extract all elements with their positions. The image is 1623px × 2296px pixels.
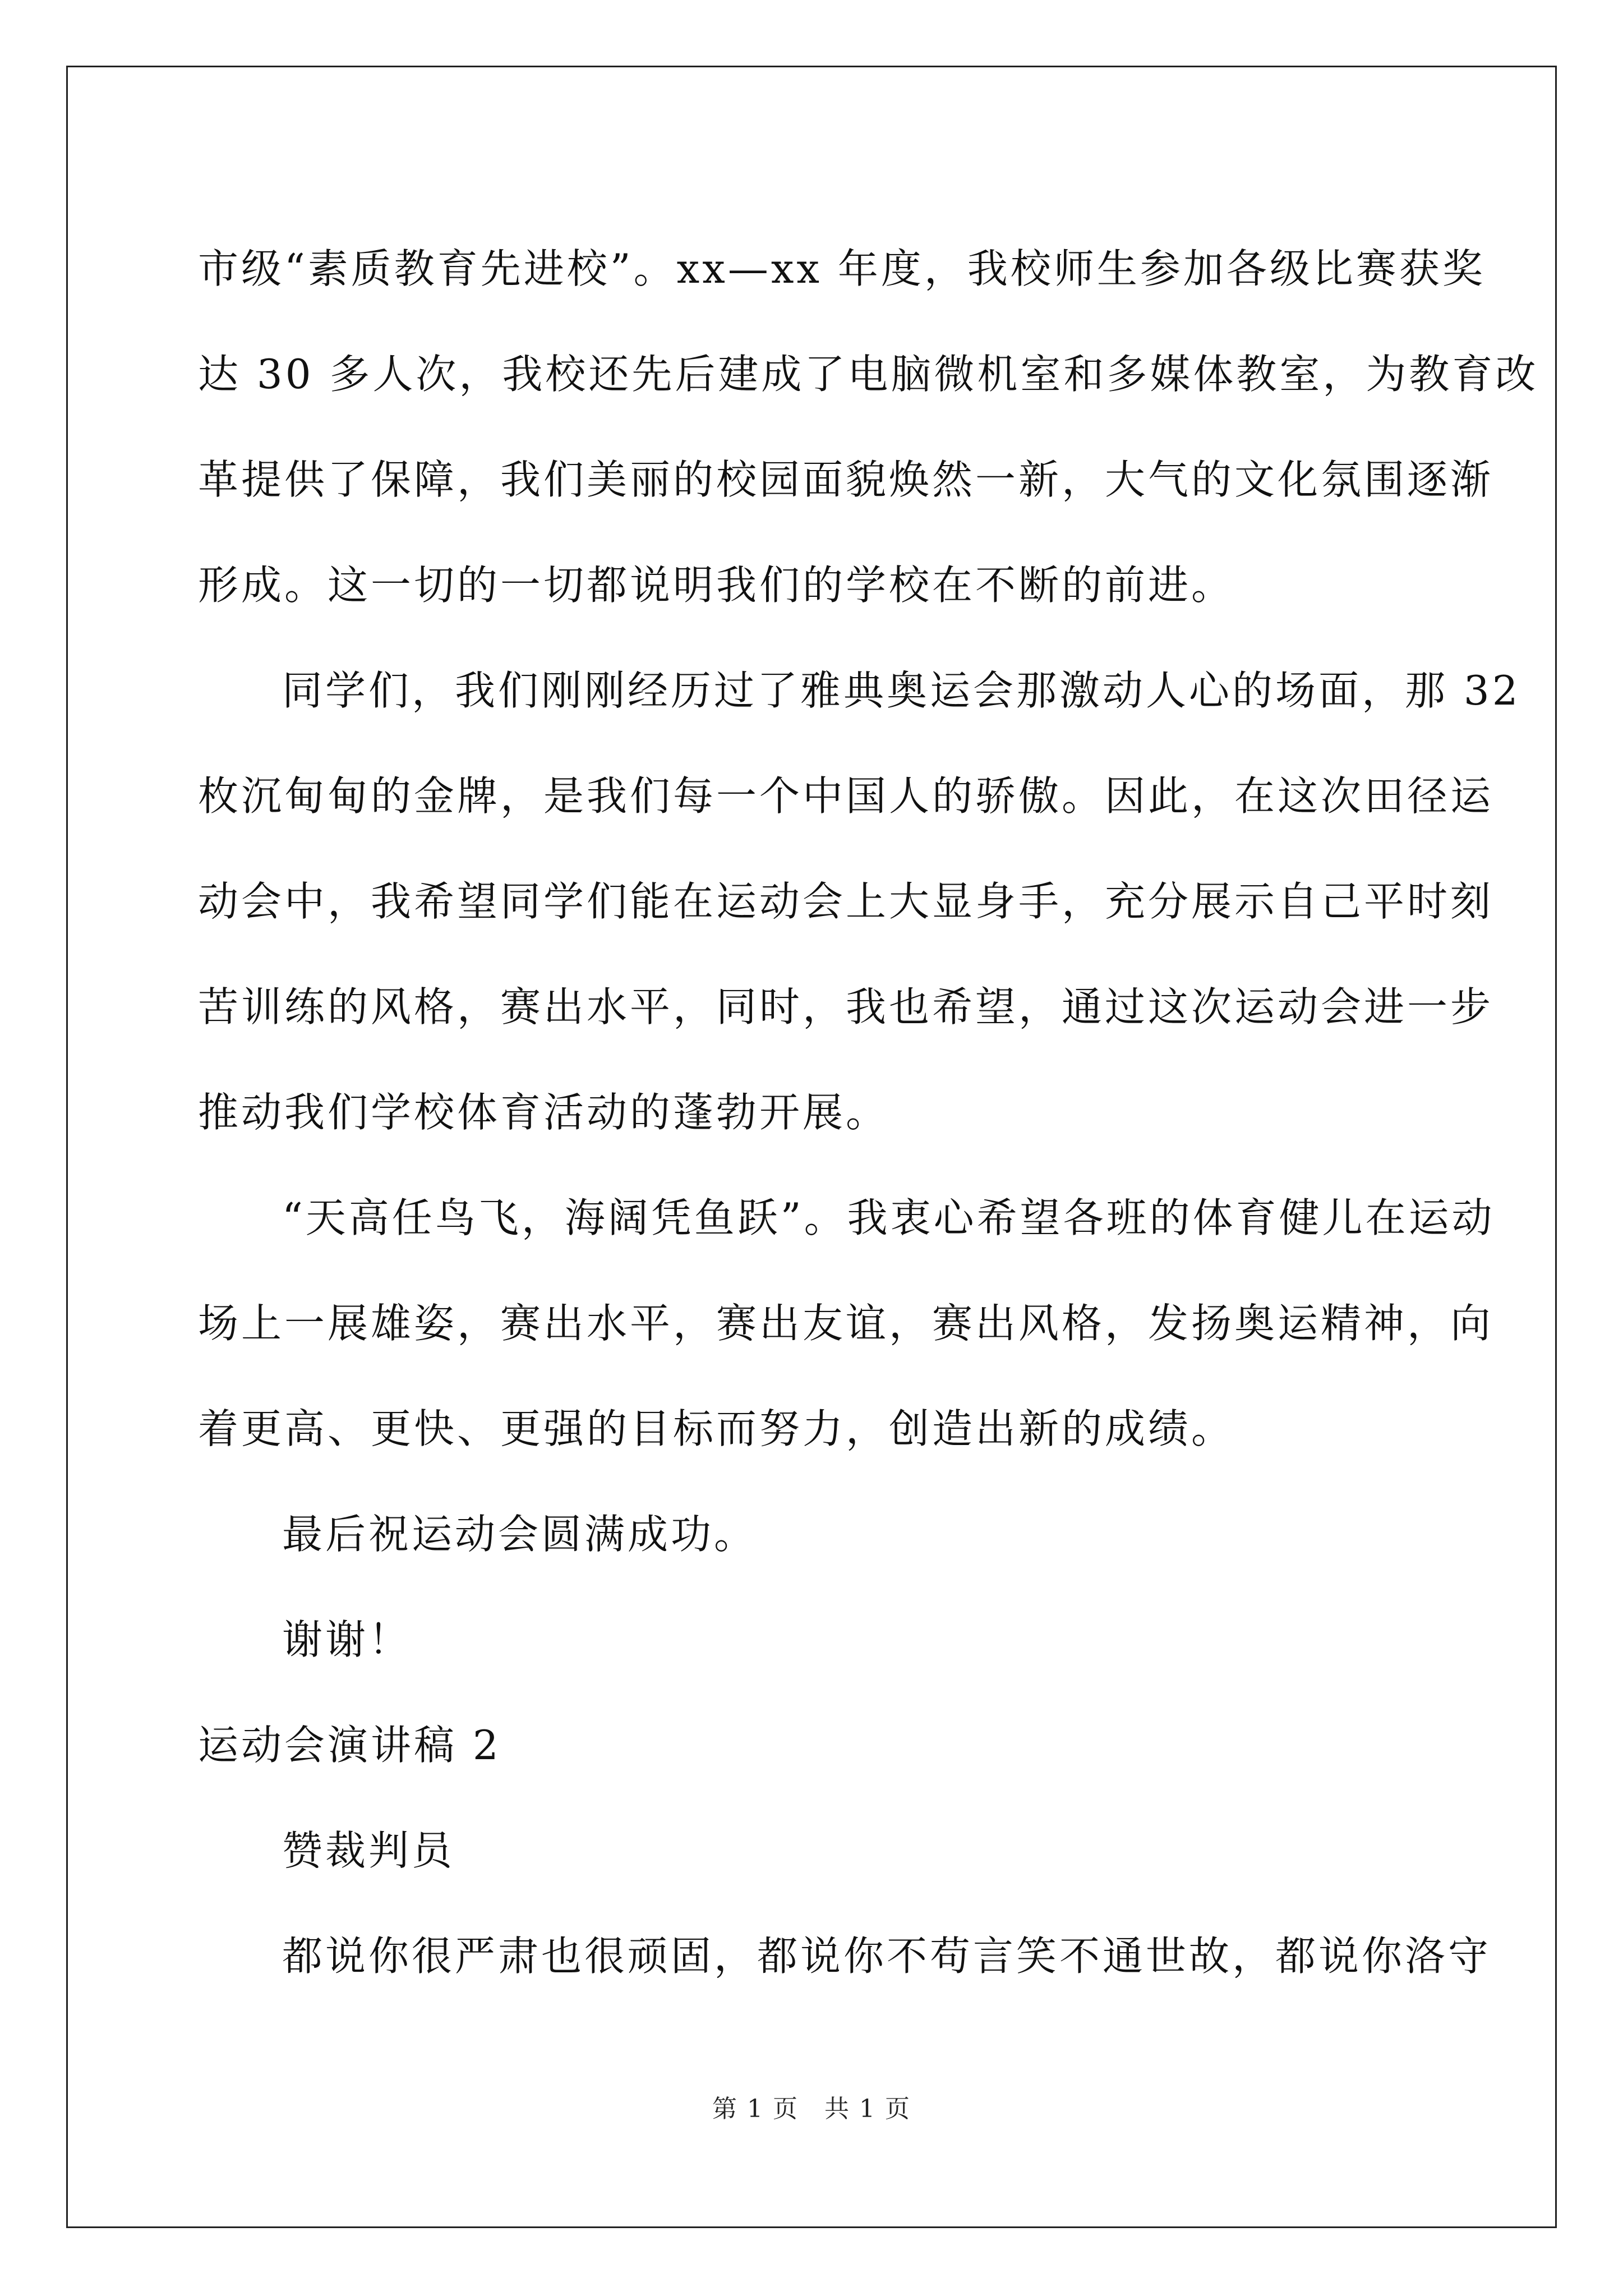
paragraph-line: “天高任鸟飞，海阔凭鱼跃”。我衷心希望各班的体育健儿在运动 bbox=[282, 1194, 1495, 1241]
page-footer: 第 1 页 共 1 页 bbox=[712, 2095, 911, 2123]
paragraph-line: 达 30 多人次，我校还先后建成了电脑微机室和多媒体教室，为教育改 bbox=[198, 351, 1539, 398]
subheading: 赞裁判员 bbox=[282, 1827, 455, 1874]
paragraph-line: 推动我们学校体育活动的蓬勃开展。 bbox=[198, 1089, 889, 1136]
paragraph-line: 都说你很严肃也很顽固，都说你不苟言笑不通世故，都说你洛守 bbox=[282, 1932, 1492, 1980]
paragraph-line: 苦训练的风格，赛出水平，同时，我也希望，通过这次运动会进一步 bbox=[198, 983, 1494, 1030]
paragraph-line: 着更高、更快、更强的目标而努力，创造出新的成绩。 bbox=[198, 1405, 1235, 1452]
paragraph-line: 动会中，我希望同学们能在运动会上大显身手，充分展示自己平时刻 bbox=[198, 878, 1494, 925]
document-body bbox=[198, 216, 1539, 2009]
paragraph-line: 最后祝运动会圆满成功。 bbox=[282, 1511, 758, 1558]
paragraph-line: 同学们，我们刚刚经历过了雅典奥运会那激动人心的场面，那 32 bbox=[282, 667, 1521, 714]
paragraph-line: 市级“素质教育先进校”。xx—xx 年度，我校师生参加各级比赛获奖 bbox=[198, 245, 1486, 292]
paragraph-line: 形成。这一切的一切都说明我们的学校在不断的前进。 bbox=[198, 562, 1235, 609]
paragraph-line: 革提供了保障，我们美丽的校园面貌焕然一新，大气的文化氛围逐渐 bbox=[198, 456, 1494, 503]
paragraph-line: 枚沉甸甸的金牌，是我们每一个中国人的骄傲。因此，在这次田径运 bbox=[198, 772, 1494, 820]
paragraph-line: 谢谢！ bbox=[282, 1616, 412, 1663]
paragraph-line: 场上一展雄姿，赛出水平，赛出友谊，赛出风格，发扬奥运精神，向 bbox=[198, 1300, 1494, 1347]
section-heading: 运动会演讲稿 2 bbox=[198, 1722, 501, 1769]
